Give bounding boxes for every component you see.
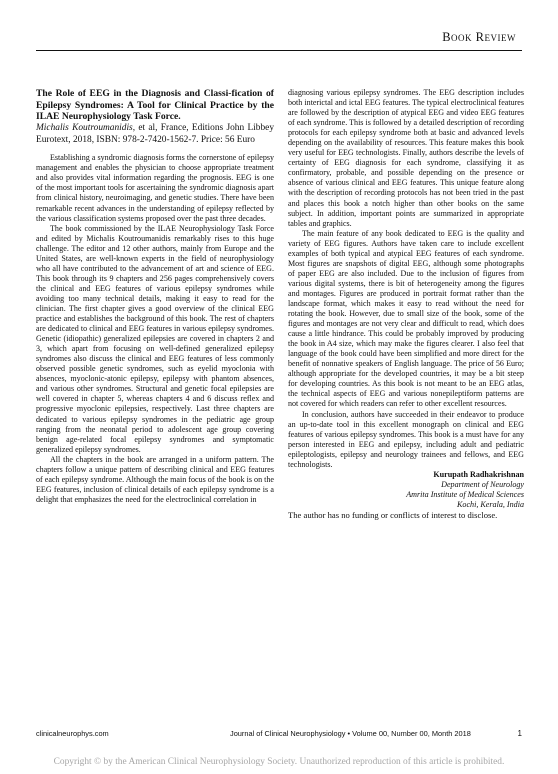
copyright-notice: Copyright © by the American Clinical Neurophysiology Society. Unauthorized reproduction of this article is prohibited. bbox=[53, 757, 505, 767]
header-rule bbox=[36, 50, 522, 51]
paragraph: All the chapters in the book are arranged in a uniform pattern. The chapters follow a unique pattern of describing clinical and EEG features of each epilepsy syndrome. Although the main focus of the book is on the EEG features, inclusion of clinical details of each epilepsy syndrome is a delight that emphasizes the need for the electroclinical correlation in bbox=[36, 454, 274, 504]
book-byline bbox=[36, 123, 274, 146]
reviewer-department: Department of Neurology bbox=[441, 479, 524, 489]
section-header: Book Review bbox=[442, 30, 516, 44]
reviewer-location: Kochi, Kerala, India bbox=[457, 499, 524, 509]
funding-disclosure: The author has no funding or conflicts of interest to disclose. bbox=[288, 509, 498, 520]
reviewer-signature bbox=[288, 470, 524, 510]
paragraph: The main feature of any book dedicated to EEG is the quality and variety of EEG figures. Authors have taken care to include excellent examples of both typical and atypical EEG features of each syndrome. Most figures are snapshots of digital EEG, although some photographs of paper EEG are also included. Due to the inclusion of figures from various digital systems, there is bit of heterogeneity among the figures and montages. Figures are produced in portrait format rather than the landscape format, which makes it easy to read without the need for rotating the book. However, due to small size of the book, some of the figures and montages are not very clear and difficult to read, which does cause a little hindrance. This could be probably improved by producing the book in A4 size, which may make the figures clearer. I also feel that language of the book could have been simplified and more direct for the benefit of nonnative speakers of English language. The price of 56 Euro; although appropriate for the developed countries, it may be a bit steep for developing countries. As this book is not meant to be an EEG atlas, the technical aspects of EEG and various nonepileptiform patterns are not covered for which readers can refer to other excellent resources. bbox=[288, 228, 524, 409]
page-number: 1 bbox=[517, 729, 522, 738]
right-column bbox=[288, 88, 524, 520]
footer-journal-info: Journal of Clinical Neurophysiology • Volume 00, Number 00, Month 2018 bbox=[230, 729, 471, 738]
reviewer-institution: Amrita Institute of Medical Sciences bbox=[406, 489, 524, 499]
reviewer-name: Kurupath Radhakrishnan bbox=[433, 469, 524, 479]
footer-website-link[interactable]: clinicalneurophys.com bbox=[36, 729, 109, 738]
paragraph: Establishing a syndromic diagnosis forms the cornerstone of epilepsy management and enables the physician to choose appropriate treatment and also provides vital information regarding the prognosis. EEG is one of the most important tools for ascertaining the syndromic diagnosis apart from clinical history, neuroimaging, and genetic studies. There have been remarkable recent advances in the understanding of epilepsy reflected by the various classification systems proposed over the past three decades. bbox=[36, 153, 274, 223]
paragraph: In conclusion, authors have succeeded in their endeavor to produce an up-to-date tool in this excellent monograph on clinical and EEG features of various epilepsy syndromes. This book is a must have for any person interested in EEG and epilepsy, including adult and pediatric epileptologists, epilepsy and neurology trainees and fellows, and EEG technologists. bbox=[288, 409, 524, 469]
paragraph: diagnosing various epilepsy syndromes. The EEG description includes both interictal and ictal EEG features. The typical electroclinical features are followed by the description of atypical EEG and video EEG features of each syndrome. This is followed by a detailed description of recording protocols for each epilepsy syndrome both at basic and advanced levels depending on the availability of resources. This feature makes this book very useful for EEG technologists. Finally, authors describe the levels of certainty of EEG diagnosis for each syndrome, classifying it as confirmatory, probable, and possible depending on the presence or absence of various clinical and EEG features. This unique feature along with the description of recording protocols has not been tried in the past and places this book a notch higher than other books on the same subject. In addition, important points are summarized in appropriate tables and graphics. bbox=[288, 88, 524, 228]
review-title: The Role of EEG in the Diagnosis and Classi-fication of Epilepsy Syndromes: A Tool for Clinical Practice by the ILAE Neurophysiology Task Force. bbox=[36, 88, 274, 123]
book-author: Michalis Koutroumanidis bbox=[36, 123, 133, 134]
paragraph: The book commissioned by the ILAE Neurophysiology Task Force and edited by Michalis Koutroumanidis remarkably rises to this huge challenge. The editor and 12 other authors, mainly from Europe and the United States, are well-known experts in the field of neurophysiology who all have contributed to the advancement of art and science of EEG. This book through its 9 chapters and 256 pages comprehensively covers the clinical and EEG features of various epilepsy syndromes while avoiding too many technical details, making it easy to read for the clinician. The first chapter gives a good overview of the clinical EEG practice and establishes the background of this book. The rest of chapters are dedicated to clinical and EEG features in various epilepsy syndromes. Genetic (idiopathic) generalized epilepsies are covered in chapters 2 and 3, which apart from focusing on well-defined generalized epilepsy syndromes also discuss the clinical and EEG features of less commonly observed possible genetic syndromes, such as eyelid myoclonia with absences, myoclonic-atonic epilepsy, epilepsy with phantom absences, and various other syndromes. Structural and genetic focal epilepsies are well covered in chapter 5, whereas chapters 4 and 6 discuss reflex and progressive myoclonic epilepsies, respectively. Last three chapters are dedicated to various epilepsy syndromes in the pediatric age group ranging from the neonatal period to adolescent age group covering benign age-related focal epilepsy syndromes and symptomatic generalized epilepsy syndromes. bbox=[36, 223, 274, 454]
book-publication-info: , et al, France, Editions John Libbey Eurotext, 2018, ISBN: 978-2-7420-1562-7. Price: 56 Euro bbox=[36, 123, 275, 145]
left-column bbox=[36, 88, 274, 505]
